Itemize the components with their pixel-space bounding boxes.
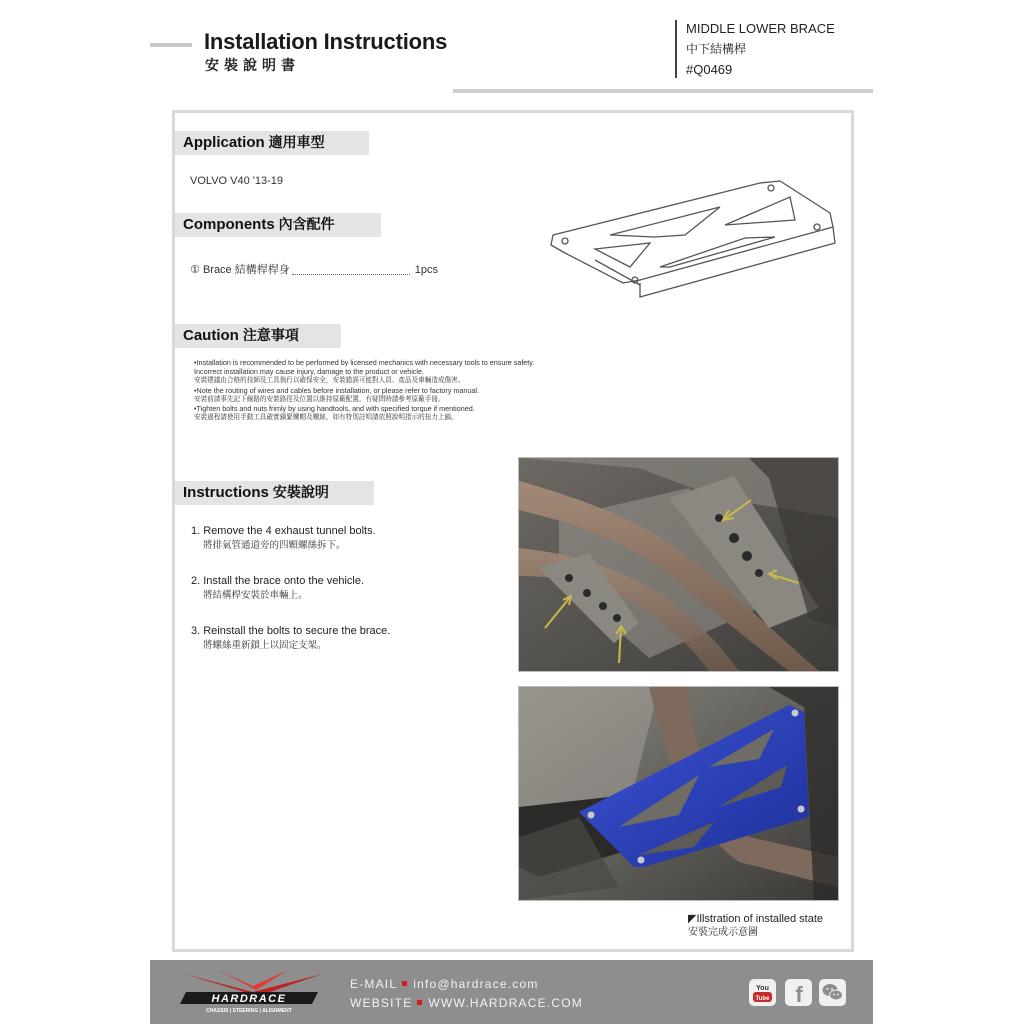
youtube-glyph: [749, 979, 776, 1006]
page-title: Installation Instructions: [204, 29, 448, 54]
caution-item: [188, 386, 558, 404]
leader-dots: [292, 266, 410, 275]
website-link[interactable]: WWW.HARDRACE.COM: [428, 996, 583, 1010]
photo-caption: [688, 912, 823, 940]
email-label: E-MAIL: [350, 977, 398, 991]
wechat-glyph: [819, 979, 846, 1006]
caution-item: [188, 358, 558, 386]
component-name: Brace 結構桿桿身: [202, 264, 290, 276]
caution-text-zh: 安裝建議由合格的技師及工具執行以確保安全，安裝錯誤可能對人員、產品及車輛造成傷害。: [194, 376, 465, 385]
caution-text-zh: 安裝過程請使用手動工具確實鎖緊螺帽及螺絲，如有特別註明請依照說明指示的扭力上鎖。: [194, 413, 458, 422]
footer-contact: [350, 975, 583, 1013]
caution-item: [188, 404, 558, 422]
component-index: ①: [190, 264, 200, 276]
instruction-steps: [191, 524, 511, 674]
caution-text-zh: 安裝前請事先記下線路的安裝路徑及位置以維持原廠配置，有疑問時請參考原廠手冊。: [194, 394, 445, 403]
caption-text-en: ◤Illstration of installed state: [688, 913, 824, 925]
bullet-dot: [402, 981, 407, 986]
instructions-heading-en: Instructions: [183, 484, 269, 501]
components-heading-en: Components: [183, 216, 275, 233]
email-link[interactable]: info@hardrace.com: [413, 977, 539, 991]
instruction-step: [191, 624, 511, 652]
application-heading: [175, 131, 369, 155]
header-right-rule: [453, 89, 873, 93]
caution-text-en: •Tighten bolts and nuts frimly by using handtools, and with specified torque if mentioned.: [194, 404, 475, 414]
youtube-you-text: You: [756, 985, 769, 992]
step-text-en: 2. Install the brace onto the vehicle.: [191, 575, 365, 587]
application-heading-en: Application: [183, 134, 265, 151]
website-label: WEBSITE: [350, 996, 413, 1010]
instruction-step: [191, 524, 511, 552]
instruction-step: [191, 574, 511, 602]
caution-heading: [175, 324, 341, 348]
component-qty: 1pcs: [414, 264, 439, 276]
hardrace-logo: [178, 966, 328, 1016]
caption-text-zh: 安裝完成示意圖: [688, 927, 758, 938]
components-heading-zh: 內含配件: [278, 217, 335, 233]
instructions-heading: [175, 481, 374, 505]
components-heading: [175, 213, 381, 237]
youtube-icon[interactable]: [749, 979, 776, 1006]
caution-list: [188, 358, 558, 422]
website-row: [350, 994, 583, 1013]
step-text-zh: 將螺絲重新鎖上以固定支架。: [203, 640, 327, 651]
caution-heading-zh: 注意事項: [242, 328, 299, 344]
brace-drawing: [545, 175, 845, 300]
youtube-tube-text: Tube: [755, 996, 770, 1002]
facebook-glyph: [785, 979, 812, 1006]
component-item: [190, 261, 438, 277]
header-divider: [675, 20, 677, 78]
caution-text-en: •Note the routing of wires and cables before installation, or please refer to factory manual.: [194, 385, 479, 395]
instructions-heading-zh: 安裝說明: [272, 485, 329, 501]
product-name: MIDDLE LOWER BRACE: [686, 21, 835, 36]
step-text-zh: 將結構桿安裝於車輛上。: [203, 590, 308, 601]
photo-brace-illustration: [519, 687, 838, 900]
caution-text-en: •Installation is recommended to be performed by licensed mechanics with necessary tools to ensure safety. Incorrect installation may cause injury, damage to the product or vehicle.: [194, 358, 535, 377]
photo-exhaust-illustration: [519, 458, 838, 671]
step-text-en: 1. Remove the 4 exhaust tunnel bolts.: [191, 525, 376, 537]
logo-tagline: CHASSIS | STEERING | ALIGNMENT: [206, 1008, 292, 1014]
photo-installed-brace: [518, 686, 839, 901]
vehicle-fitment: VOLVO V40 '13-19: [190, 175, 284, 187]
facebook-f: f: [795, 982, 803, 1006]
wechat-icon[interactable]: [819, 979, 846, 1006]
product-code: #Q0469: [686, 62, 733, 77]
caution-heading-en: Caution: [183, 327, 239, 344]
product-name-zh: 中下結構桿: [686, 42, 747, 56]
photo-exhaust-tunnel-bolts: [518, 457, 839, 672]
email-row: [350, 975, 583, 994]
step-text-zh: 將排氣管通道旁的四顆螺絲拆下。: [203, 540, 346, 551]
step-text-en: 3. Reinstall the bolts to secure the brace.: [191, 625, 391, 637]
bullet-dot: [417, 1000, 422, 1005]
application-heading-zh: 適用車型: [268, 135, 325, 151]
facebook-icon[interactable]: [785, 979, 812, 1006]
logo-wordmark: HARDRACE: [211, 993, 287, 1005]
page-title-zh: 安裝說明書: [205, 58, 300, 74]
header-left-rule: [150, 43, 192, 47]
